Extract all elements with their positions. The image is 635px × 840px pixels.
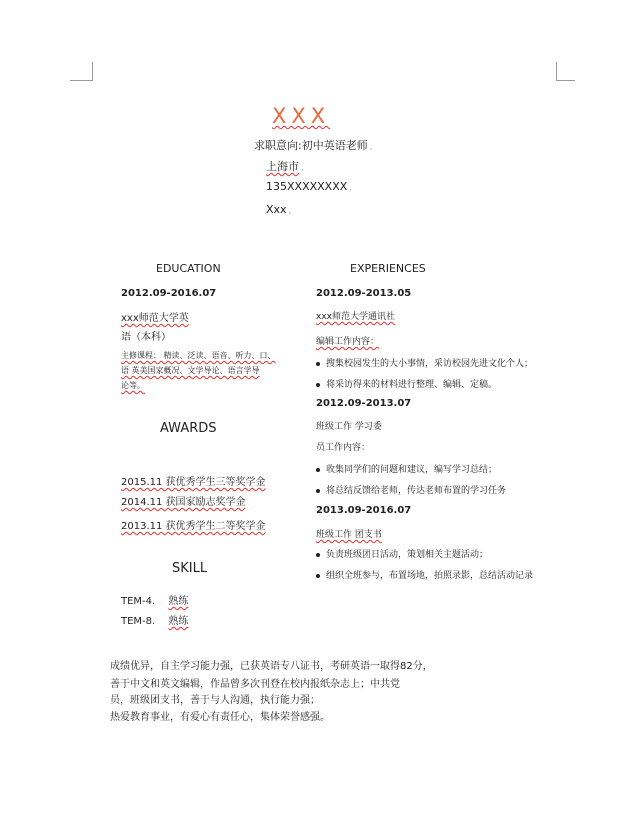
award-item: [121, 517, 266, 532]
skill-name: TEM-4.: [121, 596, 156, 607]
courses-line2-text: 语 英美国家概况、文学导论、语言学导: [121, 366, 260, 375]
bullet-icon: [316, 553, 320, 557]
skill-heading: SKILL: [172, 561, 208, 576]
bullet-icon: [316, 574, 320, 578]
experiences-heading: EXPERIENCES: [350, 262, 426, 275]
experience-bullet: [316, 377, 497, 390]
education-heading: EDUCATION: [156, 262, 221, 275]
summary-text: 善于中文和英文编辑，作品曾多次刊登在校内报纸杂志上；中共党: [110, 679, 400, 690]
skill-level: 熟练: [168, 596, 189, 607]
experience-bullet: [316, 547, 488, 560]
education-school-line1: [121, 309, 189, 324]
summary-text: 员，班级团支书，善于与人沟通，执行能力强；: [110, 695, 320, 706]
extra-info: Xxx ,: [266, 203, 292, 216]
experience-role: [316, 334, 379, 347]
award-text: 2014.11 获国家励志奖学金: [121, 497, 246, 508]
courses-line3-text: 论等。: [121, 381, 145, 390]
bullet-icon: [316, 362, 320, 366]
school-line1-text: xxx师范大学英: [121, 313, 189, 324]
crop-mark-top-right: [556, 62, 575, 81]
crop-mark-top-left: [70, 62, 93, 81]
experience-org: [316, 527, 382, 540]
experience-org: 班级工作 学习委: [316, 422, 382, 432]
skill-level: 熟练: [168, 616, 189, 627]
phone: 135XXXXXXXX ,: [266, 180, 352, 193]
experience-org-text: xxx师范大学通讯社: [316, 312, 395, 322]
experience-period: 2012.09-2013.07: [316, 398, 412, 409]
award-item: [121, 473, 266, 488]
experience-bullet-text: 组织全班参与，布置场地，拍照录影，总结活动记录: [326, 571, 534, 581]
job-objective-text: 求职意向:初中英语老师: [254, 139, 368, 152]
job-objective: 求职意向:初中英语老师 ,: [254, 139, 373, 152]
summary-text: 热爱教育事业，有爱心有责任心，集体荣誉感强。: [110, 712, 330, 723]
award-text: 2015.11 获优秀学生三等奖学金: [121, 477, 266, 488]
experience-role-text: 编辑工作内容：: [316, 337, 380, 347]
education-school-line2: 语（本科）: [121, 332, 171, 343]
candidate-name: XXX: [272, 104, 331, 128]
experience-bullet-text: 收集同学们的问题和建议，编写学习总结；: [326, 465, 498, 475]
bullet-icon: [316, 468, 320, 472]
experience-bullet-text: 将总结反馈给老师，传达老师布置的学习任务: [326, 486, 507, 496]
education-period: 2012.09-2016.07: [121, 288, 217, 299]
awards-heading: AWARDS: [160, 421, 217, 436]
summary-line: [110, 675, 400, 690]
bullet-icon: [316, 383, 320, 387]
education-courses-line3: [121, 380, 145, 391]
experience-org-text: 班级工作 团支书: [316, 530, 382, 540]
experience-bullet: [316, 568, 533, 581]
skill-item: [121, 592, 188, 607]
experience-bullet: [316, 356, 533, 369]
extra-info-text: Xxx: [266, 203, 287, 216]
experience-period: 2012.09-2013.05: [316, 288, 412, 299]
experience-role: 员工作内容：: [316, 443, 371, 453]
education-courses-line1: [121, 350, 276, 361]
experience-bullet-text: 负责班级团日活动，策划相关主题活动；: [326, 550, 489, 560]
experience-bullet-text: 将采访得来的材料进行整理、编辑、定稿。: [326, 380, 498, 390]
experience-period: 2013.09-2016.07: [316, 505, 412, 516]
courses-line1-text: 主修课程： 精读、泛读、语音、听力、口、: [121, 351, 276, 360]
summary-line: [110, 657, 433, 672]
city: 上海市 ,: [266, 160, 304, 173]
experience-org: [316, 309, 395, 322]
skill-item: [121, 612, 188, 627]
summary-line: [110, 691, 320, 706]
award-text: 2013.11 获优秀学生二等奖学金: [121, 521, 266, 532]
experience-bullet: [316, 483, 506, 496]
award-item: [121, 493, 246, 508]
experience-bullet: [316, 462, 497, 475]
phone-text: 135XXXXXXXX: [266, 180, 348, 193]
city-text: 上海市: [266, 160, 299, 173]
education-courses-line2: [121, 365, 260, 376]
bullet-icon: [316, 489, 320, 493]
summary-line: [110, 708, 330, 723]
skill-name: TEM-8.: [121, 616, 156, 627]
experience-bullet-text: 搜集校园发生的大小事情，采访校园先进文化个人；: [326, 359, 534, 369]
summary-text: 成绩优异，自主学习能力强，已获英语专八证书，考研英语一取得82分，: [110, 661, 433, 672]
